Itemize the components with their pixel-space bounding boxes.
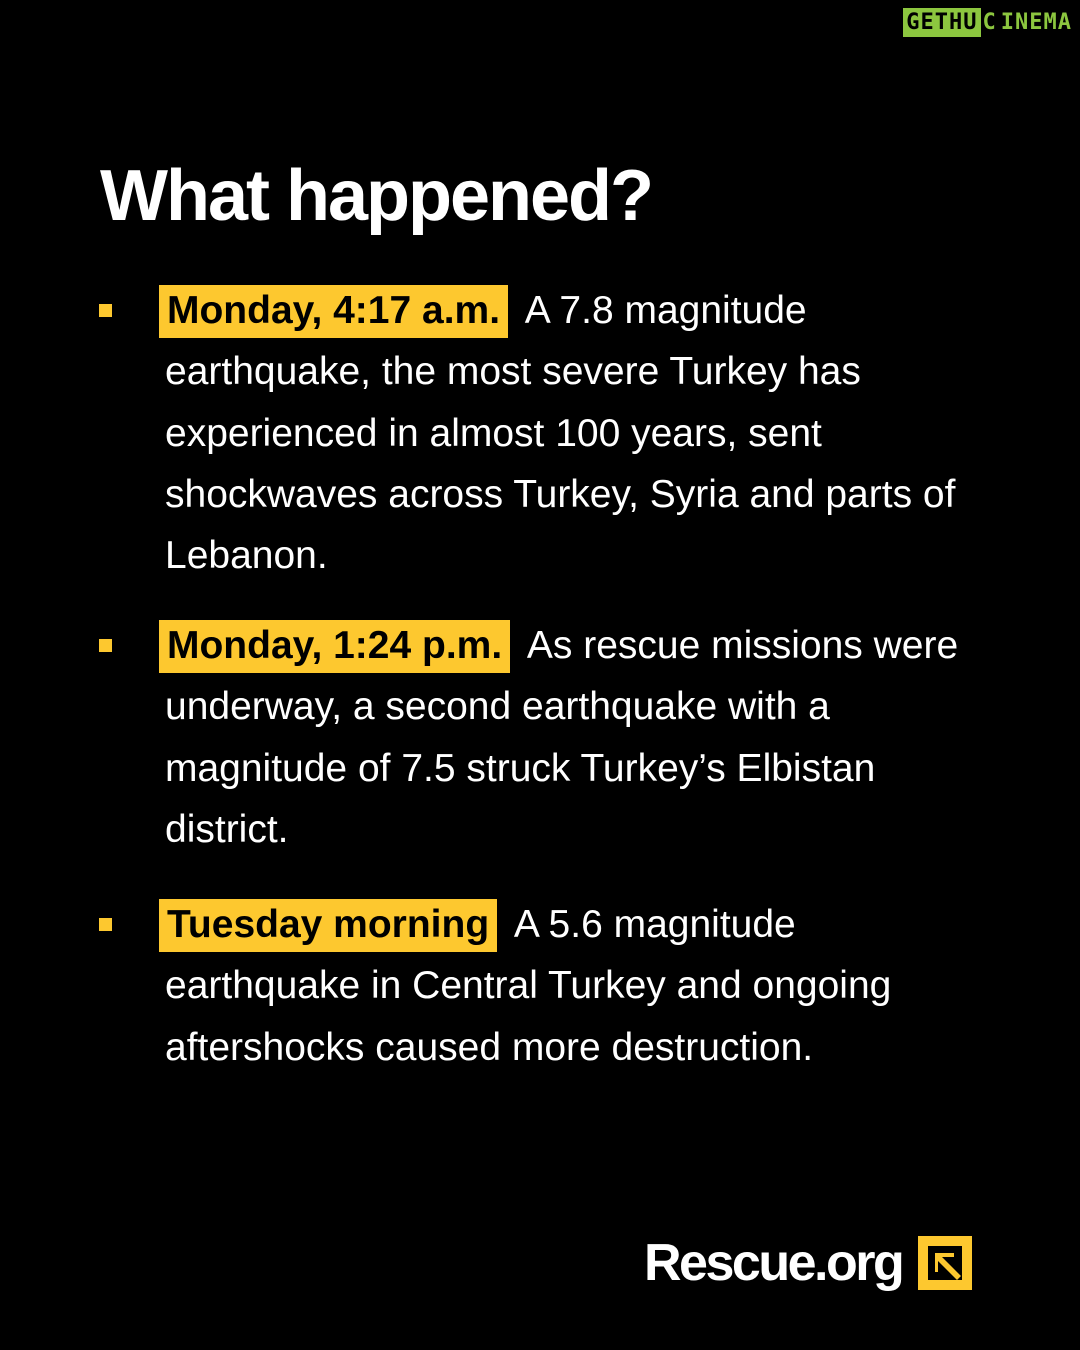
event-text xyxy=(165,615,965,860)
watermark-part: C xyxy=(982,10,997,35)
event-description: As rescue missions were underway, a second earthquake with a magnitude of 7.5 struck Turkey’s Elbistan district. xyxy=(165,624,959,851)
watermark-part: INEMA xyxy=(1000,10,1072,35)
event-time-highlight: Tuesday morning xyxy=(159,899,497,952)
bullet-icon xyxy=(99,639,112,652)
bullet-icon xyxy=(99,918,112,931)
event-time-highlight: Monday, 4:17 a.m. xyxy=(159,285,508,338)
brand-logo xyxy=(644,1236,972,1290)
irc-logo-icon xyxy=(918,1236,972,1290)
event-time-highlight: Monday, 1:24 p.m. xyxy=(159,620,510,673)
page-title: What happened? xyxy=(100,156,652,236)
brand-name: Rescue.org xyxy=(644,1234,903,1292)
event-description: A 5.6 magnitude earthquake in Central Turkey and ongoing aftershocks caused more destruction. xyxy=(165,903,892,1069)
event-description: A 7.8 magnitude earthquake, the most severe Turkey has experienced in almost 100 years, sent shockwaves across Turkey, Syria and parts of Lebanon. xyxy=(165,289,956,578)
event-text xyxy=(165,894,965,1078)
watermark-part: GETHU xyxy=(903,8,980,37)
bullet-icon xyxy=(99,304,112,317)
watermark xyxy=(903,8,1074,37)
event-text xyxy=(165,280,965,586)
